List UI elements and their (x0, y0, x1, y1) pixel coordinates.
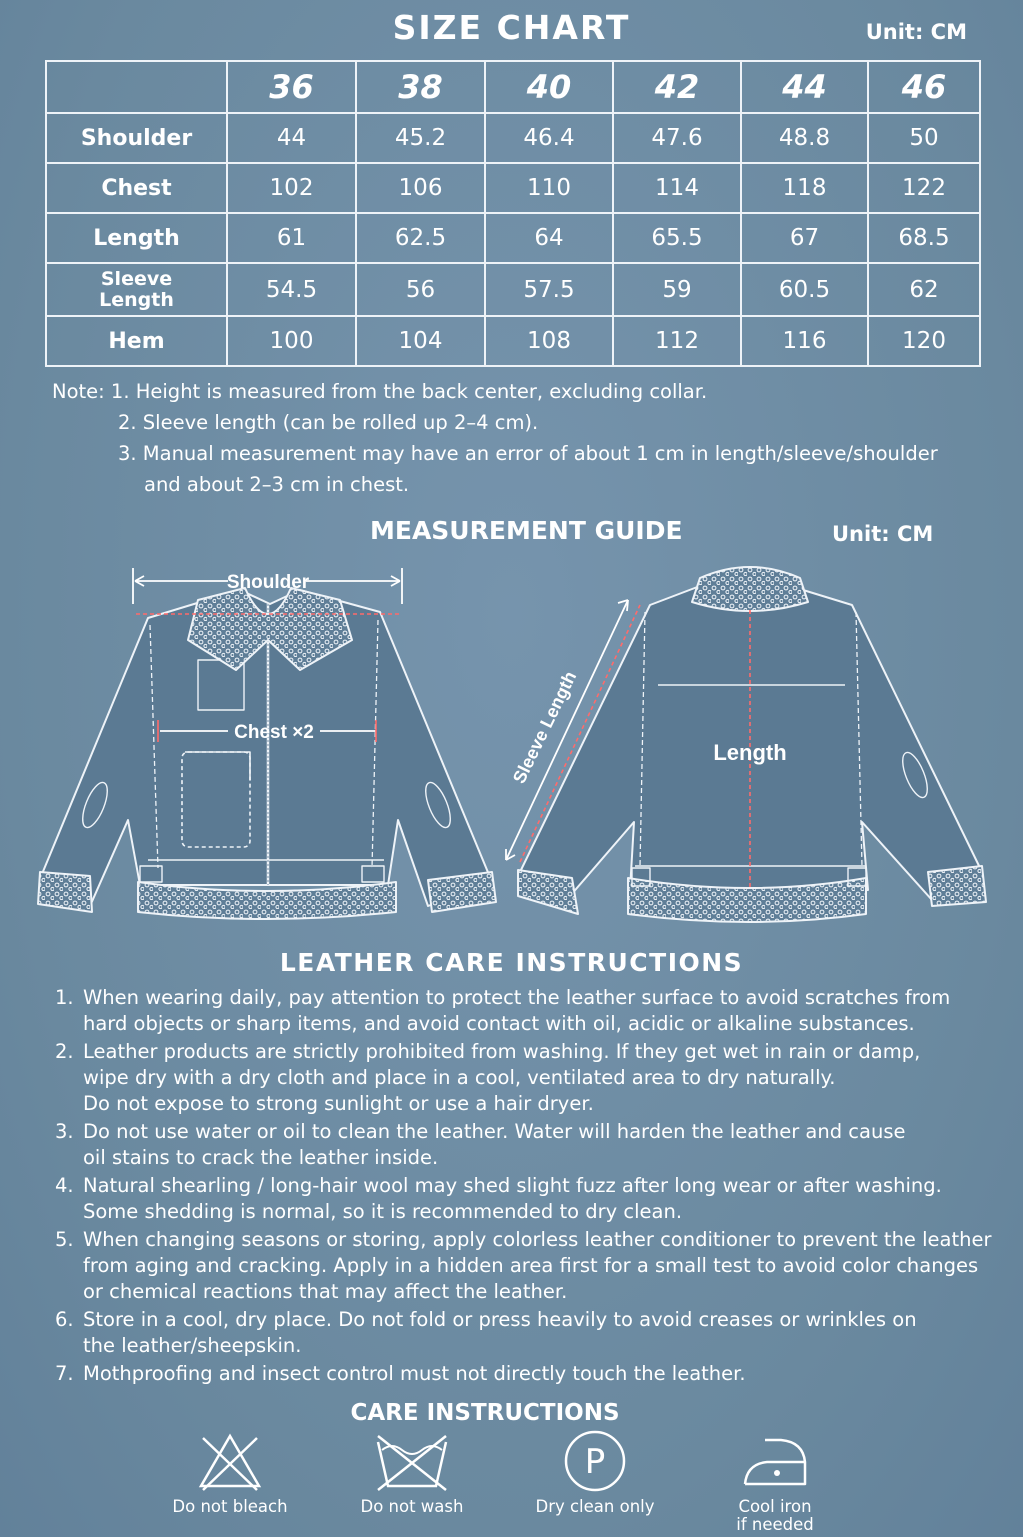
care-label (705, 1498, 845, 1534)
table-cell: 57.5 (485, 263, 613, 316)
table-cell: 59 (613, 263, 741, 316)
table-cell: 118 (741, 163, 868, 213)
row-label-shoulder: Shoulder (46, 113, 227, 163)
list-item-number: 2. (55, 1040, 74, 1063)
cool-iron-icon (737, 1428, 813, 1494)
list-item (55, 1039, 992, 1117)
care-item-no-wash (342, 1428, 482, 1516)
table-cell: 116 (741, 316, 868, 366)
care-label-line: Cool iron (738, 1497, 812, 1516)
sleeve-length-label: Sleeve Length (508, 668, 581, 787)
table-cell: 44 (227, 113, 356, 163)
list-item-text: Leather products are strictly prohibited from washing. If they get wet in rain or damp, wipe dry with a dry cloth and place in a cool, ventilated area to dry naturally. Do not expose to strong sunlight or use a hair dryer. (83, 1040, 921, 1115)
care-label: Do not wash (360, 1497, 464, 1516)
size-chart-table (45, 60, 981, 367)
table-cell: 48.8 (741, 113, 868, 163)
list-item (55, 1119, 992, 1171)
table-row (46, 163, 980, 213)
size-header: 46 (868, 61, 980, 113)
leather-care-title: LEATHER CARE INSTRUCTIONS (279, 948, 744, 977)
table-cell: 56 (356, 263, 485, 316)
size-header-row (46, 61, 980, 113)
table-cell: 62.5 (356, 213, 485, 263)
table-cell: 60.5 (741, 263, 868, 316)
table-cell: 100 (227, 316, 356, 366)
size-header: 44 (741, 61, 868, 113)
table-cell: 114 (613, 163, 741, 213)
length-label: Length (713, 740, 787, 765)
table-cell: 54.5 (227, 263, 356, 316)
table-cell: 45.2 (356, 113, 485, 163)
list-item-text: When changing seasons or storing, apply colorless leather conditioner to prevent the leather from aging and cracking. Apply in a hidden area first for a small test to avoid color changes or chemical reactions that may affect the leather. (83, 1228, 992, 1303)
dry-clean-icon (560, 1428, 630, 1494)
care-instructions-title: CARE INSTRUCTIONS (350, 1400, 620, 1426)
care-label: Do not bleach (172, 1497, 288, 1516)
shoulder-label: Shoulder (226, 572, 310, 593)
list-item-number: 4. (55, 1174, 74, 1197)
size-header: 42 (613, 61, 741, 113)
front-jacket (38, 588, 496, 919)
table-cell: 106 (356, 163, 485, 213)
table-cell: 64 (485, 213, 613, 263)
list-item-number: 1. (55, 986, 74, 1009)
list-item (55, 985, 992, 1037)
leather-care-list (55, 985, 992, 1389)
row-label-chest: Chest (46, 163, 227, 213)
list-item-text: Do not use water or oil to clean the leather. Water will harden the leather and cause oil stains to crack the leather inside. (83, 1120, 906, 1169)
table-cell: 61 (227, 213, 356, 263)
no-wash-icon (372, 1428, 452, 1494)
corner-cell (46, 61, 227, 113)
care-item-cool-iron (705, 1428, 845, 1534)
list-item-number: 6. (55, 1308, 74, 1331)
table-row (46, 213, 980, 263)
note-line: 3. Manual measurement may have an error of about 1 cm in length/sleeve/shoulder (118, 442, 938, 465)
size-header: 40 (485, 61, 613, 113)
row-label-line: Sleeve (100, 267, 173, 290)
size-header: 36 (227, 61, 356, 113)
size-chart-unit: Unit: CM (865, 20, 967, 44)
row-label-length: Length (46, 213, 227, 263)
measurement-guide-title: MEASUREMENT GUIDE (370, 516, 683, 545)
row-label-line: Length (99, 288, 174, 311)
chest-label: Chest ×2 (234, 722, 314, 743)
list-item (55, 1173, 992, 1225)
list-item (55, 1307, 992, 1359)
note-line: and about 2–3 cm in chest. (144, 473, 410, 496)
table-cell: 65.5 (613, 213, 741, 263)
care-item-dry-clean (525, 1428, 665, 1516)
table-cell: 120 (868, 316, 980, 366)
list-item-number: 3. (55, 1120, 74, 1143)
size-header: 38 (356, 61, 485, 113)
row-label-hem: Hem (46, 316, 227, 366)
list-item-text: Mothproofing and insect control must not directly touch the leather. (83, 1362, 746, 1385)
table-cell: 108 (485, 316, 613, 366)
size-chart-title: SIZE CHART (392, 8, 631, 47)
note-line: 2. Sleeve length (can be rolled up 2–4 cm). (118, 411, 539, 434)
table-cell: 47.6 (613, 113, 741, 163)
care-item-no-bleach (160, 1428, 300, 1516)
measurement-guide-unit: Unit: CM (832, 522, 934, 546)
care-label: Dry clean only (535, 1497, 655, 1516)
table-cell: 110 (485, 163, 613, 213)
list-item-text: Store in a cool, dry place. Do not fold or press heavily to avoid creases or wrinkles on the leather/sheepskin. (83, 1308, 917, 1357)
list-item (55, 1361, 992, 1387)
jacket-measurement-diagram (0, 540, 1023, 940)
care-label-line: if needed (736, 1515, 814, 1534)
list-item-text: When wearing daily, pay attention to protect the leather surface to avoid scratches from hard objects or sharp items, and avoid contact with oil, acidic or alkaline substances. (83, 986, 951, 1035)
list-item-number: 5. (55, 1228, 74, 1251)
no-bleach-icon (195, 1428, 265, 1494)
table-cell: 62 (868, 263, 980, 316)
table-cell: 46.4 (485, 113, 613, 163)
table-cell: 68.5 (868, 213, 980, 263)
row-label-sleeve-length (46, 263, 227, 316)
note-line: Note: 1. Height is measured from the back center, excluding collar. (52, 380, 708, 403)
notes (52, 376, 938, 500)
table-cell: 112 (613, 316, 741, 366)
table-cell: 104 (356, 316, 485, 366)
table-row (46, 316, 980, 366)
list-item-number: 7. (55, 1362, 74, 1385)
table-cell: 102 (227, 163, 356, 213)
table-cell: 67 (741, 213, 868, 263)
list-item-text: Natural shearling / long-hair wool may shed slight fuzz after long wear or after washing. Some shedding is normal, so it is recommended to dry clean. (83, 1174, 942, 1223)
table-cell: 122 (868, 163, 980, 213)
table-row (46, 113, 980, 163)
table-cell: 50 (868, 113, 980, 163)
list-item (55, 1227, 992, 1305)
table-row (46, 263, 980, 316)
dry-clean-glyph: P (584, 1442, 606, 1482)
